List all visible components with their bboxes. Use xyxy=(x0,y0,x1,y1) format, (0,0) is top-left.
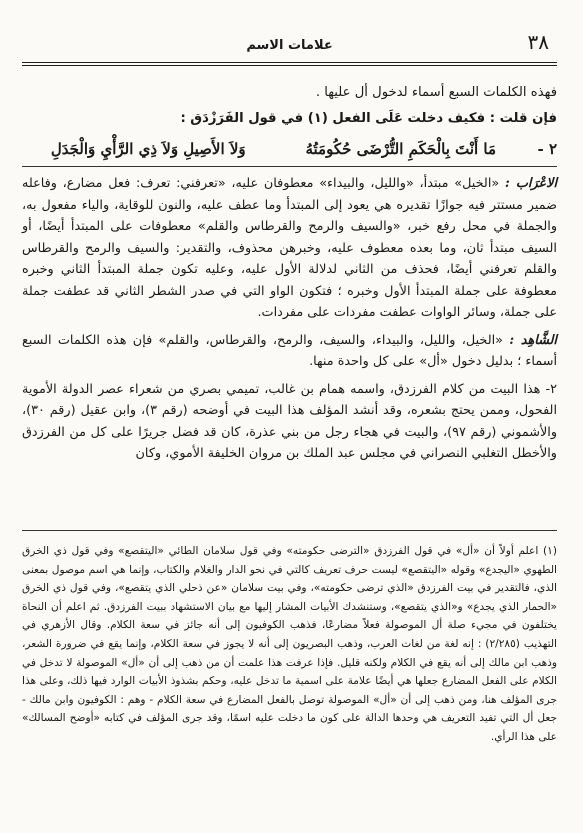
verse-hemistich-1: مَا أَنْتَ بِالْحَكَمِ التُّرْضَى حُكُومَتُهُ xyxy=(305,140,497,158)
footnotes: (١) اعلم أولاً أن «أل» في قول الفرزدق «الترضى حكومته» وفي قول سلامان الطائي «اليتقصع» وفي قول ذي الخرق الطهوي «اليجدع» وقوله «اليتقصع» ليست حرف تعريف كالتي في نحو الدار والغلام والكتاب، وإنما هي اسم موصول بمعنى الذي، فالتقدير في بيت الفرزدق «الذي ترضى حكومته»، وفي بيت سلامان «عن ذحلي الذي يتقصع»، وفي قول ذي الخرق «الحمار الذي يجدع» و«الذي يتقصع»، وستنشدك الأبيات المشار إليها مع بيان الاستشهاد ببيت الفرزدق. ثم اعلم أن النحاة يختلفون في مجيء صلة أل الموصولة فعلاً مضارعًا، فذهب الكوفيون إلى أنه جائز في سعة الكلام. وقال الأزهري في التهذيب (٢/٢٨٥) : إنه لغة من لغات العرب، وذهب البصريون إلى أنه لا يجوز في سعة الكلام، وإنما يقع في ضرورة الشعر، وذهب ابن مالك إلى أنه يقع في الكلام ولكنه قليل. فإذا عرفت هذا علمت أن من ذهب إلى أن «أل» الموصولة لا تدخل في الكلام على الفعل المضارع جعلها هي أيضًا علامة على اسمية ما تدخل عليه، وحكم بشذوذ الأبيات الوارد فيها ذلك، وعلى هذا جرى المؤلف هنا، ومن ذهب إلى أن «أل» الموصولة توصل بالفعل المضارع في سعة الكلام - وهم : الكوفيون وابن مالك - جعل أل التي تفيد التعريف هي وحدها الدالة على كون ما دخلت عليه اسمًا، وقد جرى المؤلف في كتابه «أوضح المسالك» على هذا الرأي. xyxy=(22,545,557,743)
irab-label: الاعْرَاب : xyxy=(504,176,557,191)
main-text xyxy=(22,82,557,471)
page-number: ٣٨ xyxy=(527,30,549,54)
page-header xyxy=(22,30,557,60)
running-title: علامات الاسم xyxy=(246,37,333,53)
header-rule xyxy=(22,62,557,63)
irab-paragraph xyxy=(22,173,557,324)
verse-line xyxy=(22,140,557,158)
shahid-paragraph xyxy=(22,330,557,373)
section-divider xyxy=(22,166,557,167)
verse-hemistich-2: وَلاَ الأَصِيلِ وَلاَ ذِي الرَّأْيِ وَالْجَدَلِ xyxy=(50,140,246,158)
note-2-paragraph: ٢- هذا البيت من كلام الفرزدق، واسمه همام بن غالب، تميمي بصري من شعراء عصر الدولة الأموية الفحول، وممن يحتج بشعره، وقد أنشد المؤلف هذا البيت في أوضحه (رقم ٣)، وابن عقيل (رقم ٣٠)، والأشموني (رقم ٩٧)، والبيت في هجاء رجل من بني عذرة، كان قد فضل جريرًا على كل من الفرزدق والأخطل التغلبي النصراني في مجلس عبد الملك بن مروان الخليفة الأموي، وكان xyxy=(22,381,557,461)
question-line: فإن قلت : فكيف دخلت عَلَى الفعل (١) في قول الفَرَزْدَق : xyxy=(180,111,557,126)
footnote-divider xyxy=(22,530,557,531)
header-rule-double xyxy=(22,65,557,66)
shahid-label: الشَّاهِد : xyxy=(509,332,557,348)
shahid-text: «الخيل، والليل، والبيداء، والسيف، والرمح، والقرطاس، والقلم» فإن هذه الكلمات السبع أسماء ؛ بدليل دخول «أل» على كل واحدة منها. xyxy=(22,332,557,369)
verse-number: ٢ - xyxy=(537,140,557,158)
intro-line: فهذه الكلمات السبع أسماء لدخول أل عليها . xyxy=(315,85,557,100)
irab-text: «الخيل» مبتدأ، «والليل، والبيداء» معطوفان عليه، «تعرفني: تعرف: فعل مضارع، وفاعله ضمير مستتر فيه جوازًا تقديره هي يعود إلى المبتدأ وما عطف عليه، والنون للوقاية، والياء مفعول به، والجملة في محل رفع خبر، «والسيف والرمح والقرطاس والقلم» معطوفات على المبتدأ أيضًا، أو السيف مبتدأ ثان، وما بعده معطوف عليه، وخبرهن محذوف، والتقدير: والسيف والرمح والقرطاس والقلم تعرفني أيضًا، فحذف من الثاني لدلالة الأول عليه، وعليه تكون جملة المبتدأ الثاني وخبره معطوفة على جملة المبتدأ الأول وخبره ؛ فتكون الواو التي في صدر الشطر الثاني قد عطفت جملة على جملة، وسائر الواوات عطفت مفردات على مفردات. xyxy=(22,176,557,320)
